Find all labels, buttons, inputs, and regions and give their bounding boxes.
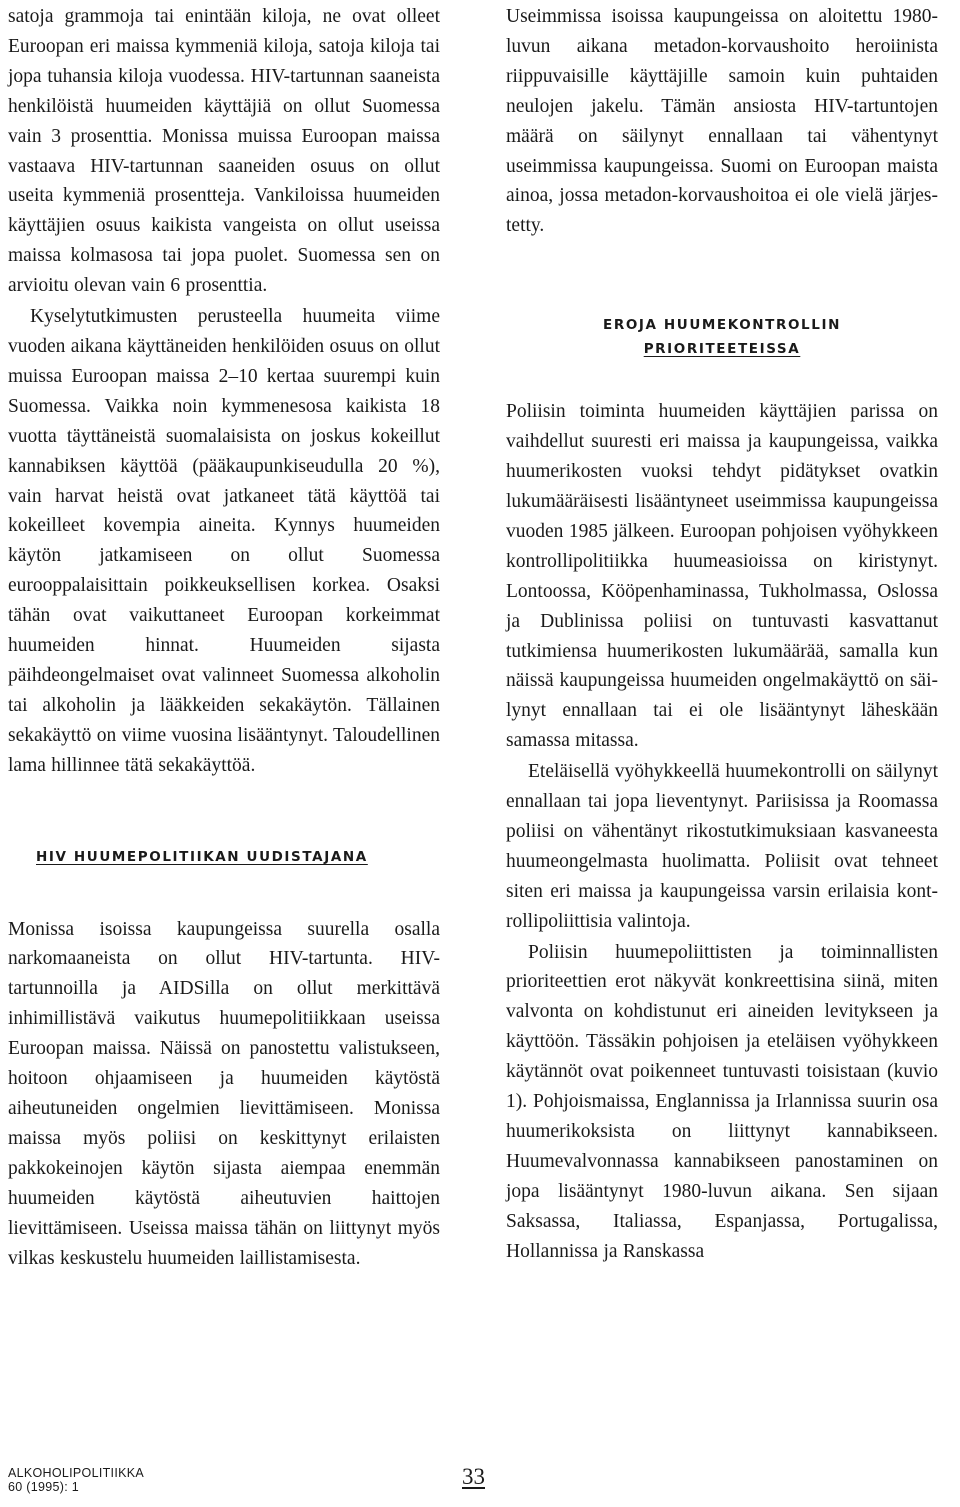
body-paragraph: Monissa isoissa kaupungeissa suurella osalla narkomaaneista on ollut HIV-tartunta. HIV-tartunnoilla ja AIDSilla on ollut merkittävä inhimillistävä vaikutus huumepolitiikkaan useissa Euroopan maissa. Näissä on panostettu valistukseen, hoitoon ohjaamiseen ja huumeiden käytöstä aiheutuneiden ongelmien lievittämiseen. Monissa maissa myös poliisi on keskittynyt erilaisten pakkokeinojen käytön sijasta aiempaa enemmän huumeiden käytöstä aiheutuvien haittojen lievittämiseen. Useissa maissa tähän on liittynyt myös vilkas keskustelu huumeiden laillistamisesta.	[8, 918, 440, 1269]
section-heading-line2: PRIORITEETEISSA	[643, 341, 801, 358]
section-heading-line1: EROJA HUUMEKONTROLLIN	[603, 317, 841, 334]
right-column	[506, 2, 938, 1267]
journal-name: ALKOHOLIPOLITIIKKA	[8, 1466, 145, 1480]
journal-footer	[8, 1466, 144, 1494]
body-paragraph: Useimmissa isoissa kaupungeissa on aloitettu 1980-luvun aikana metadon-korvaushoito heroiinista riippuvaisille käyttäjille samoin kuin puhtaiden neulojen jakelu. Tämän ansiosta HIV-tartuntojen määrä on säilynyt ennallaan tai vähentynyt useimmissa kaupungeissa. Suomi on Euroopan maista ainoa, jossa metadon-korvaushoitoa ei ole vielä järjestetty.	[506, 6, 938, 237]
section-heading-text: HIV HUUMEPOLITIIKAN UUDISTAJANA	[36, 848, 368, 865]
body-paragraph: satoja grammoja tai enintään kiloja, ne ovat olleet Euroopan eri maissa kymmeniä kiloja, satoja kiloja tai jopa tuhansia kiloja vuodessa. HIV-tartunnan saaneista henkilöistä huumeiden käyttäjiä on ollut Suomessa vain 3 prosenttia. Monissa muissa Euroopan maissa vastaava HIV-tartunnan saaneiden osuus on ollut useita kymmeniä prosentteja. Vankiloissa huumeiden käyttäjien osuus kaikista vangeista on ollut useissa maissa kolmasosa tai jopa puolet. Suomessa sen on arvioitu olevan vain 6 prosenttia.	[8, 6, 440, 297]
body-paragraph: Kyselytutkimusten perusteella huumeita viime vuoden aikana käyttäneiden henkilöiden osuus on ollut muissa Euroopan maissa 2–10 kertaa suurempi kuin Suomessa. Vaikka noin kymmenesosa kaikista 18 vuotta täyttäneistä suomalaisista on joskus kokeillut kannabiksen käyttöä (pääkaupunkiseudulla 20 %), vain harvat heistä ovat jatkaneet tätä käyttöä tai kokeilleet kovempia aineita. Kynnys huumeiden käytön jatkamiseen on ollut Suomessa eurooppalaisittain poikkeuksellisen korkea. Osaksi tähän ovat vaikuttaneet Euroopan korkeimmat huumeiden hinnat. Huumeiden sijasta päihdeongelmaiset ovat valinneet Suomessa alkoholin tai alkoholin ja lääkkeiden sekakäytön. Tällainen sekakäyttö on viime vuosina lisääntynyt. Taloudellinen lama hillinnee tätä sekakäyttöä.	[8, 306, 440, 776]
page-number: 33	[462, 1464, 485, 1489]
body-paragraph: Poliisin toiminta huumeiden käyttäjien parissa on vaihdellut suuresti eri maissa ja kaupungeissa, vaikka huumerikosten vuoksi tehdyt pidätykset ovatkin lukumääräisesti lisääntyneet useimmissa kaupungeissa vuoden 1985 jälkeen. Euroopan pohjoisen vyöhykkeen kontrollipolitiikka huumeasioissa on kiristynyt. Lontoossa, Kööpenhaminassa, Tukholmassa, Oslossa ja Dublinissa poliisi on tuntuvasti kasvattanut tutkimiensa huumerikosten lukumäärää, samalla kun näissä kaupungeissa huumeiden ongelmakäyttö on säilynyt ennallaan tai ei ole lisääntynyt läheskään samassa mitassa.	[506, 401, 938, 752]
body-paragraph: Poliisin huumepoliittisten ja toiminnallisten prioriteettien erot näkyvät konkreettisina siinä, miten valvonta on kohdistunut eri aineiden levitykseen ja käyttöön. Tässäkin pohjoisen ja eteläisen vyöhykkeen käytännöt ovat poikenneet tuntuvasti toisistaan (kuvio 1). Pohjoismaissa, Englannissa ja Irlannissa suurin osa huumerikoksista on liittynyt kannabikseen. Huumevalvonnassa kannabikseen panostaminen on jopa lisääntynyt 1980-luvun aikana. Sen sijaan Saksassa, Italiassa, Espanjassa, Portugalissa, Hollannissa ja Ranskassa	[506, 941, 938, 1262]
journal-issue: 60 (1995): 1	[8, 1480, 80, 1494]
body-paragraph: Eteläisellä vyöhykkeellä huumekontrolli on säilynyt ennallaan tai jopa lieventynyt. Pariisissa ja Roomassa poliisi on vähentänyt rikostutkimuksiaan kasvaneesta huumeongelmasta huolimatta. Poliisit ovat tehneet siten eri maissa ja kaupungeissa varsin erilaisia kontrollipoliittisia valintoja.	[506, 761, 938, 932]
left-column	[8, 2, 440, 1273]
section-heading	[506, 313, 938, 361]
section-heading	[8, 845, 440, 869]
